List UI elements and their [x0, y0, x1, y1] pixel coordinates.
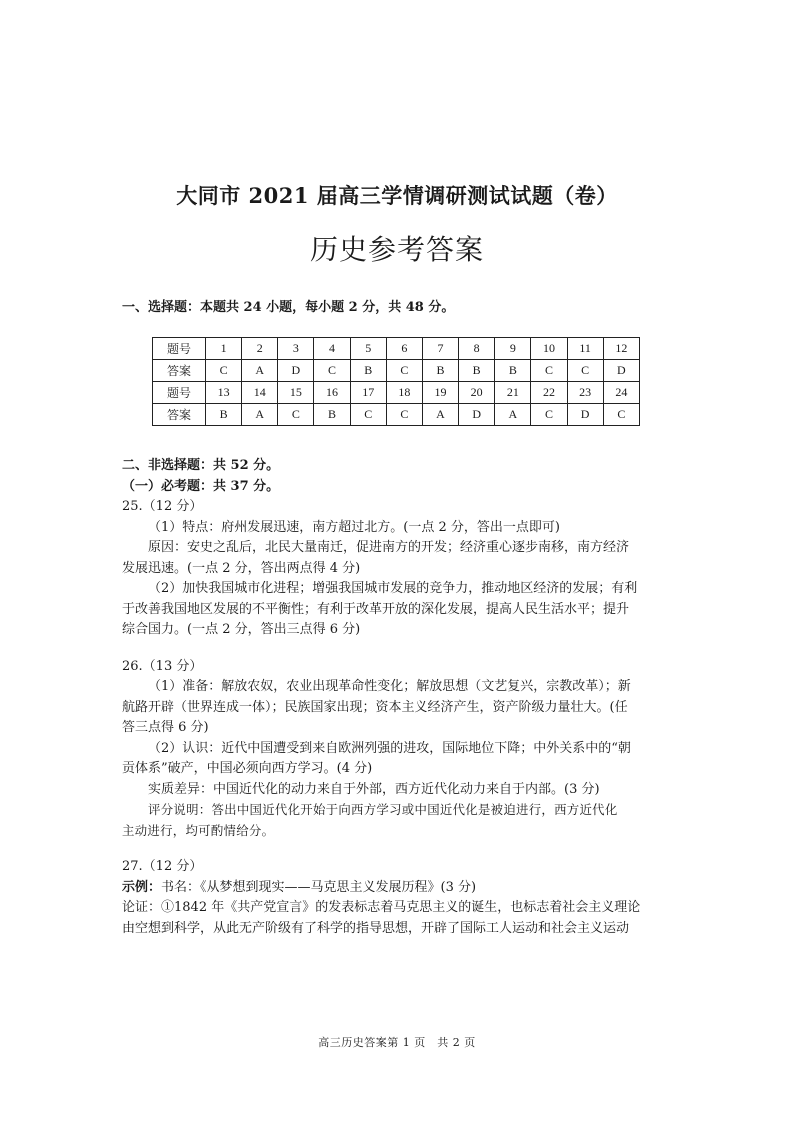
table-cell: 4 [314, 338, 350, 360]
row-label: 答案 [153, 360, 206, 382]
table-cell: 19 [422, 382, 458, 404]
table-cell: D [459, 404, 495, 426]
q26-scoring-note: 主动进行，均可酌情给分。 [122, 822, 275, 838]
table-cell: B [459, 360, 495, 382]
table-cell: B [422, 360, 458, 382]
table-cell: B [314, 404, 350, 426]
q26-line: 航路开辟（世界连成一体）；民族国家出现；资本主义经济产生，资产阶级力量壮大。(任 [122, 699, 628, 715]
table-cell: C [531, 404, 567, 426]
q27-heading: 27.（12 分） [122, 859, 203, 874]
table-cell: D [278, 360, 314, 382]
q26-line: 答三点得 6 分) [122, 720, 209, 735]
answer-table [152, 337, 640, 426]
q27-example [122, 878, 674, 899]
table-cell: C [206, 360, 242, 382]
table-cell: 20 [459, 382, 495, 404]
table-cell: 11 [567, 338, 603, 360]
table-cell: C [531, 360, 567, 382]
table-cell: A [422, 404, 458, 426]
table-cell: C [386, 360, 422, 382]
q25-line: （1）特点：府州发展迅速，南方超过北方。(一点 2 分，答出一点即可) [148, 519, 560, 535]
q25-line: 综合国力。(一点 2 分，答出三点得 6 分) [122, 622, 361, 637]
row-label: 答案 [153, 404, 206, 426]
table-cell: C [603, 404, 639, 426]
section-2-heading: 二、非选择题：共 52 分。 [122, 458, 280, 473]
example-text: 书名：《从梦想到现实——马克思主义发展历程》(3 分) [161, 879, 477, 895]
table-cell: A [242, 360, 278, 382]
q25-line: 于改善我国地区发展的不平衡性；有利于改革开放的深化发展，提高人民生活水平；提升 [122, 601, 630, 617]
table-cell: 15 [278, 382, 314, 404]
answer-table-row [153, 338, 640, 360]
table-cell: 21 [495, 382, 531, 404]
table-cell: B [350, 360, 386, 382]
q26-heading: 26.（13 分） [122, 658, 203, 674]
table-cell: 3 [278, 338, 314, 360]
table-cell: C [350, 404, 386, 426]
table-cell: 24 [603, 382, 639, 404]
table-cell: 16 [314, 382, 350, 404]
table-cell: 1 [206, 338, 242, 360]
table-cell: B [206, 404, 242, 426]
q26-line: （2）认识：近代中国遭受到来自欧洲列强的进攻，国际地位下降；中外关系中的“朝 [148, 740, 631, 756]
table-cell: A [242, 404, 278, 426]
q25-line: 发展迅速。(一点 2 分，答出两点得 4 分) [122, 560, 361, 576]
table-cell: A [495, 404, 531, 426]
table-cell: 13 [206, 382, 242, 404]
table-cell: 9 [495, 338, 531, 360]
q27-line: 论证：①1842 年《共产党宣言》的发表标志着马克思主义的诞生，也标志着社会主义理论 [122, 900, 641, 915]
required-questions-heading: （一）必考题：共 37 分。 [122, 478, 280, 494]
table-cell: 23 [567, 382, 603, 404]
table-cell: 17 [350, 382, 386, 404]
table-cell: B [495, 360, 531, 382]
q26-line: （1）准备：解放农奴，农业出现革命性变化；解放思想（文艺复兴，宗教改革）；新 [148, 679, 631, 694]
answer-table-row [153, 360, 640, 382]
table-cell: C [314, 360, 350, 382]
table-cell: C [567, 360, 603, 382]
q26-line: 实质差异：中国近代化的动力来自于外部，西方近代化动力来自于内部。(3 分) [148, 781, 600, 797]
table-cell: 18 [386, 382, 422, 404]
page-footer: 高三历史答案第 1 页 共 2 页 [318, 1036, 476, 1049]
row-label: 题号 [153, 382, 206, 404]
table-cell: 5 [350, 338, 386, 360]
table-cell: C [386, 404, 422, 426]
non-choice-answers [122, 456, 674, 939]
table-cell: D [603, 360, 639, 382]
answer-table-row [153, 382, 640, 404]
q26-scoring-note: 评分说明：答出中国近代化开始于向西方学习或中国近代化是被迫进行，西方近代化 [148, 802, 618, 817]
row-label: 题号 [153, 338, 206, 360]
table-cell: D [567, 404, 603, 426]
answer-table-row [153, 404, 640, 426]
example-label: 示例： [122, 879, 162, 895]
table-cell: 10 [531, 338, 567, 360]
q27-line: 由空想到科学，从此无产阶级有了科学的指导思想，开辟了国际工人运动和社会主义运动 [122, 920, 630, 936]
q26-line: 贡体系”破产，中国必须向西方学习。(4 分) [122, 761, 373, 776]
table-cell: C [278, 404, 314, 426]
document-subtitle: 历史参考答案 [309, 233, 484, 266]
table-cell: 12 [603, 338, 639, 360]
q25-line: （2）加快我国城市化进程；增强我国城市发展的竞争力，推动地区经济的发展；有利 [148, 581, 638, 596]
table-cell: 14 [242, 382, 278, 404]
table-cell: 6 [386, 338, 422, 360]
exam-title: 大同市 2021 届高三学情调研测试试题（卷） [176, 183, 618, 208]
table-cell: 8 [459, 338, 495, 360]
q25-line: 原因：安史之乱后，北民大量南迁，促进南方的开发；经济重心逐步南移，南方经济 [148, 540, 630, 555]
table-cell: 22 [531, 382, 567, 404]
table-cell: 2 [242, 338, 278, 360]
section-1-heading: 一、选择题：本题共 24 小题，每小题 2 分，共 48 分。 [122, 300, 455, 315]
table-cell: 7 [422, 338, 458, 360]
q25-heading: 25.（12 分） [122, 499, 203, 514]
